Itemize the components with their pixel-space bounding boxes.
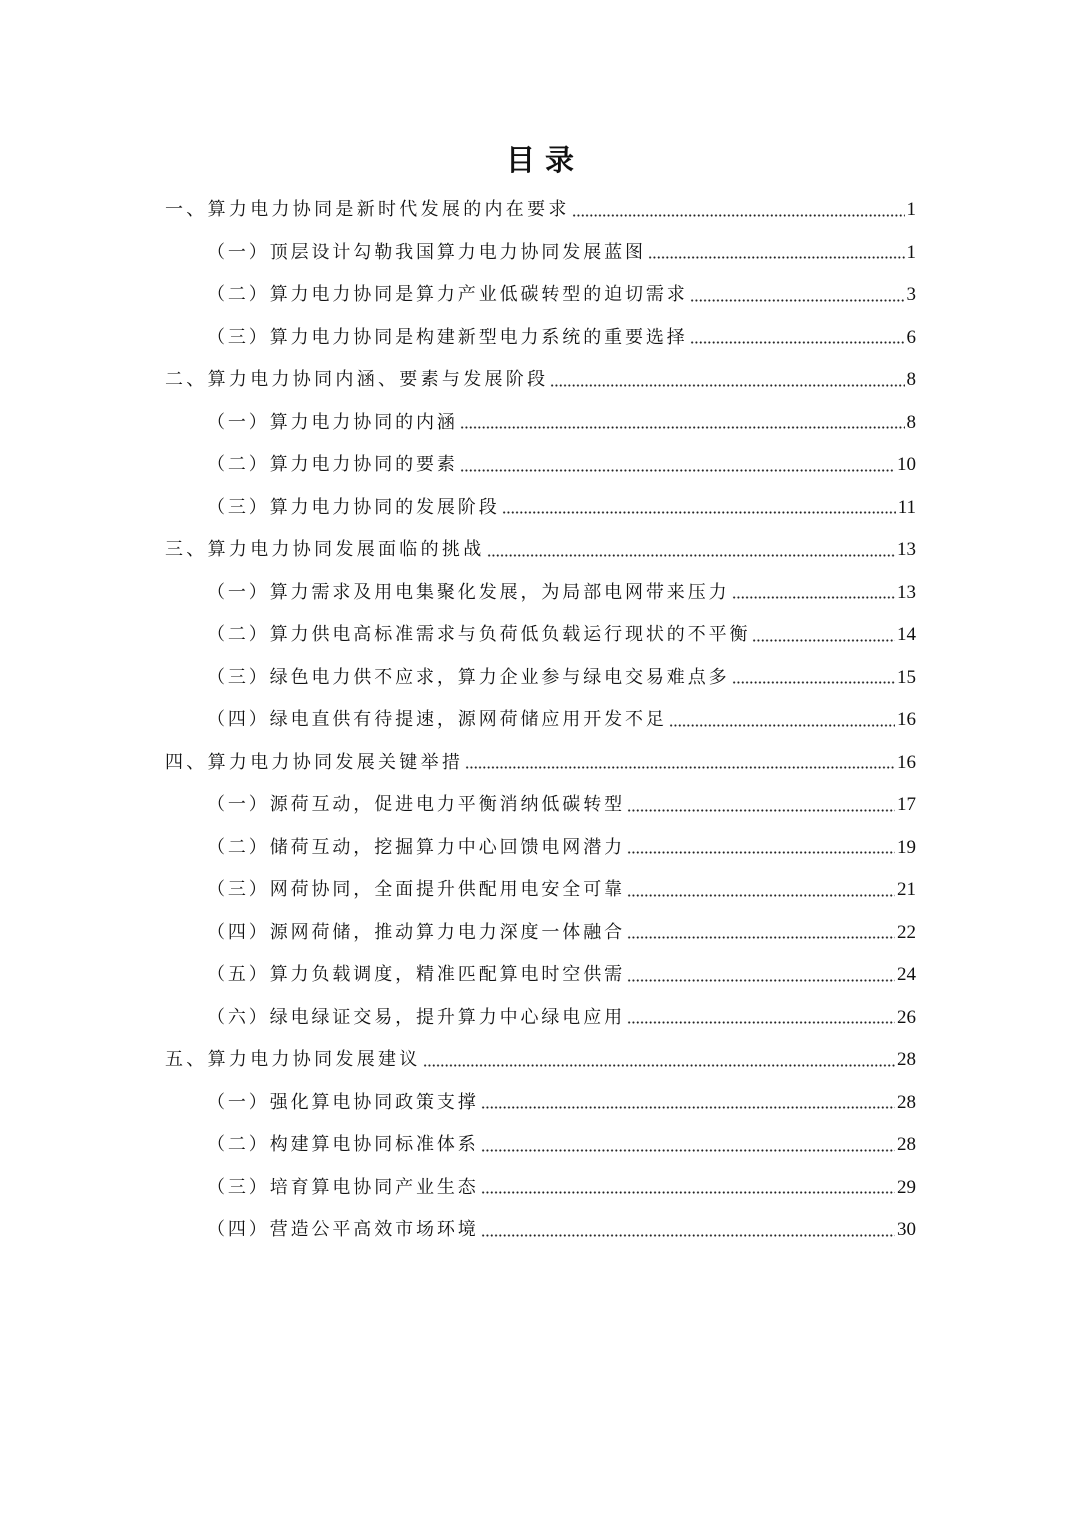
dot-leader xyxy=(481,1104,895,1112)
toc-entry-label: （一）算力需求及用电集聚化发展，为局部电网带来压力 xyxy=(207,581,730,603)
toc-entry[interactable] xyxy=(165,444,916,487)
toc-entry[interactable] xyxy=(165,402,916,445)
toc-entry[interactable] xyxy=(165,614,916,657)
toc-entry[interactable] xyxy=(165,1039,916,1082)
dot-leader xyxy=(627,806,895,814)
toc-page-number: 13 xyxy=(897,539,916,560)
toc-entry[interactable] xyxy=(165,1167,916,1210)
toc-entry-label: （一）顶层设计勾勒我国算力电力协同发展蓝图 xyxy=(207,241,646,263)
toc-page-number: 3 xyxy=(906,284,916,305)
toc-page-number: 16 xyxy=(897,709,916,730)
toc-entry-label: 一、算力电力协同是新时代发展的内在要求 xyxy=(165,199,570,220)
toc-entry[interactable] xyxy=(165,572,916,615)
toc-entry[interactable] xyxy=(165,189,916,232)
dot-leader xyxy=(460,466,895,474)
toc-page-number: 28 xyxy=(897,1091,916,1113)
toc-page-number: 19 xyxy=(897,836,916,858)
dot-leader xyxy=(481,1189,895,1197)
toc-page-number: 11 xyxy=(897,496,916,518)
toc-page-number: 26 xyxy=(897,1006,916,1028)
dot-leader xyxy=(550,381,904,389)
dot-leader xyxy=(690,296,905,304)
page-title: 目 录 xyxy=(505,143,575,177)
toc-entry[interactable] xyxy=(165,784,916,827)
toc-entry-label: （四）营造公平高效市场环境 xyxy=(207,1219,479,1240)
toc-page-number: 28 xyxy=(897,1049,916,1070)
toc-entry[interactable] xyxy=(165,1082,916,1125)
toc-entry-label: （三）算力电力协同是构建新型电力系统的重要选择 xyxy=(207,326,688,348)
dot-leader xyxy=(627,1019,895,1027)
toc-entry-label: （二）算力电力协同是算力产业低碳转型的迫切需求 xyxy=(207,284,688,305)
toc-page-number: 30 xyxy=(897,1219,916,1240)
dot-leader xyxy=(572,211,905,219)
toc-entry-label: （五）算力负载调度，精准匹配算电时空供需 xyxy=(207,964,625,985)
toc-entry[interactable] xyxy=(165,997,916,1040)
toc-entry-label: 三、算力电力协同发展面临的挑战 xyxy=(165,539,485,560)
toc-entry[interactable] xyxy=(165,1209,916,1252)
toc-page-number: 24 xyxy=(897,964,916,985)
dot-leader xyxy=(627,934,895,942)
dot-leader xyxy=(460,424,905,432)
toc-page-number: 17 xyxy=(897,794,916,815)
toc-entry-label: （二）算力供电高标准需求与负荷低负载运行现状的不平衡 xyxy=(207,624,751,645)
dot-leader xyxy=(627,891,895,899)
toc-page-number: 29 xyxy=(897,1176,916,1198)
toc-entry[interactable] xyxy=(165,487,916,530)
dot-leader xyxy=(502,509,896,517)
toc-page-number: 13 xyxy=(897,581,916,603)
toc-entry-label: 四、算力电力协同发展关键举措 xyxy=(165,751,464,773)
dot-leader xyxy=(465,764,895,772)
dot-leader xyxy=(627,849,895,857)
toc-entry-label: （一）源荷互动，促进电力平衡消纳低碳转型 xyxy=(207,794,625,815)
toc-entry[interactable] xyxy=(165,912,916,955)
toc-entry[interactable] xyxy=(165,274,916,317)
toc-page-number: 14 xyxy=(897,624,916,645)
toc-page-number: 8 xyxy=(906,369,916,390)
toc-entry-label: （三）绿色电力供不应求，算力企业参与绿电交易难点多 xyxy=(207,666,730,688)
toc-entry-label: 二、算力电力协同内涵、要素与发展阶段 xyxy=(165,369,549,390)
toc-page-number: 16 xyxy=(897,751,916,773)
table-of-contents xyxy=(165,189,916,1252)
toc-page-number: 8 xyxy=(906,411,916,433)
toc-page-number: 10 xyxy=(897,454,916,475)
toc-entry[interactable] xyxy=(165,1124,916,1167)
toc-entry-label: （四）绿电直供有待提速，源网荷储应用开发不足 xyxy=(207,709,667,730)
toc-page-number: 22 xyxy=(897,921,916,943)
dot-leader xyxy=(732,594,896,602)
toc-entry[interactable] xyxy=(165,317,916,360)
toc-page-number: 6 xyxy=(906,326,916,348)
dot-leader xyxy=(487,551,896,559)
dot-leader xyxy=(423,1061,895,1069)
toc-entry-label: （一）强化算电协同政策支撑 xyxy=(207,1091,479,1113)
dot-leader xyxy=(732,679,896,687)
toc-entry[interactable] xyxy=(165,742,916,785)
toc-entry[interactable] xyxy=(165,699,916,742)
toc-entry-label: （二）储荷互动，挖掘算力中心回馈电网潜力 xyxy=(207,836,625,858)
toc-entry[interactable] xyxy=(165,657,916,700)
toc-entry[interactable] xyxy=(165,529,916,572)
toc-entry[interactable] xyxy=(165,827,916,870)
toc-page-number: 1 xyxy=(906,199,916,220)
dot-leader xyxy=(752,636,895,644)
toc-entry-label: （三）网荷协同，全面提升供配用电安全可靠 xyxy=(207,879,625,900)
dot-leader xyxy=(481,1146,895,1154)
toc-entry-label: 五、算力电力协同发展建议 xyxy=(165,1049,421,1070)
toc-entry-label: （三）算力电力协同的发展阶段 xyxy=(207,496,500,518)
dot-leader xyxy=(669,721,895,729)
toc-page-number: 21 xyxy=(897,879,916,900)
toc-entry-label: （六）绿电绿证交易，提升算力中心绿电应用 xyxy=(207,1006,625,1028)
toc-entry[interactable] xyxy=(165,869,916,912)
dot-leader xyxy=(690,339,905,347)
toc-entry[interactable] xyxy=(165,359,916,402)
dot-leader xyxy=(481,1231,895,1239)
toc-entry-label: （二）算力电力协同的要素 xyxy=(207,454,458,475)
toc-page-number: 28 xyxy=(897,1134,916,1155)
toc-entry[interactable] xyxy=(165,232,916,275)
toc-entry[interactable] xyxy=(165,954,916,997)
dot-leader xyxy=(648,254,905,262)
toc-entry-label: （一）算力电力协同的内涵 xyxy=(207,411,458,433)
toc-entry-label: （二）构建算电协同标准体系 xyxy=(207,1134,479,1155)
toc-page-number: 1 xyxy=(906,241,916,263)
toc-entry-label: （三）培育算电协同产业生态 xyxy=(207,1176,479,1198)
toc-entry-label: （四）源网荷储，推动算力电力深度一体融合 xyxy=(207,921,625,943)
dot-leader xyxy=(627,976,895,984)
toc-page-number: 15 xyxy=(897,666,916,688)
